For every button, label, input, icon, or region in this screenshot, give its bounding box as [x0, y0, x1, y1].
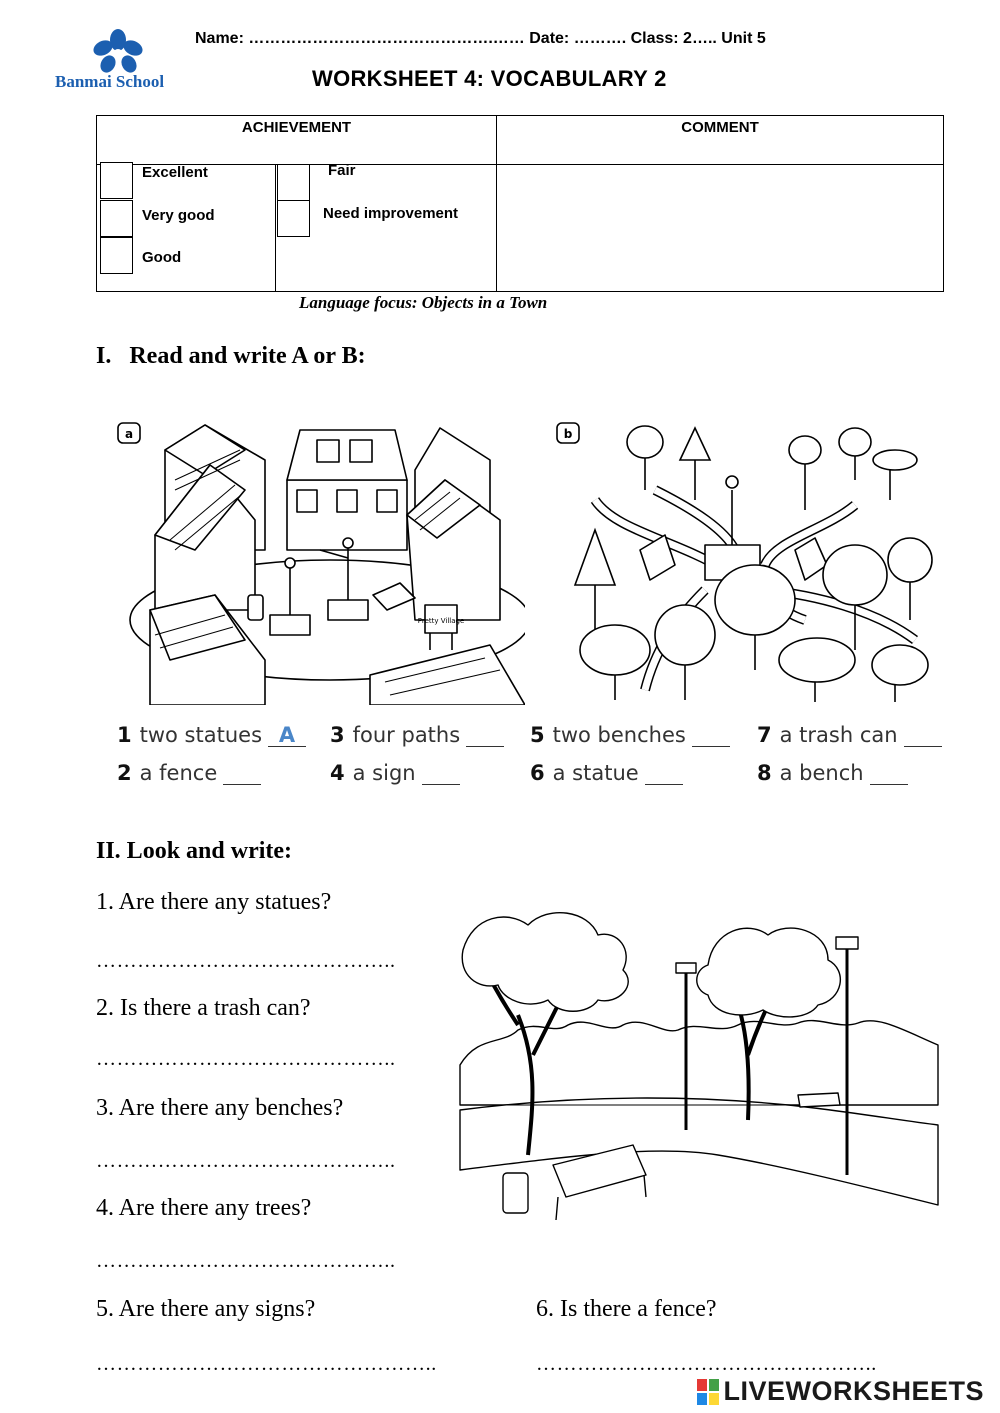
answer-line-2[interactable]: …………………………………….. [96, 1048, 396, 1070]
section-1-title: I. Read and write A or B: [96, 343, 366, 369]
list-item: 8 a bench [757, 761, 908, 785]
school-name: Banmai School [55, 72, 165, 91]
flower-logo-icon [83, 28, 153, 78]
question-5: 5. Are there any signs? [96, 1296, 316, 1322]
achievement-table [96, 115, 944, 292]
question-6: 6. Is there a fence? [536, 1296, 717, 1322]
checkbox-very-good[interactable] [100, 200, 133, 237]
level-need-improvement: Need improvement [323, 205, 459, 222]
level-fair: Fair [328, 162, 356, 179]
checkbox-good[interactable] [100, 237, 133, 274]
answer-blank[interactable] [223, 762, 261, 785]
answer-blank[interactable] [692, 724, 730, 747]
answer-blank[interactable] [645, 762, 683, 785]
liveworksheets-brand [697, 1376, 984, 1410]
answer-line-4[interactable]: …………………………………….. [96, 1250, 396, 1272]
achievement-header: ACHIEVEMENT [97, 116, 497, 165]
question-1: 1. Are there any statues? [96, 889, 332, 915]
comment-header: COMMENT [497, 116, 944, 165]
list-item: 7 a trash can [757, 723, 942, 747]
answer-blank[interactable] [466, 724, 504, 747]
answer-line-1[interactable]: …………………………………….. [96, 950, 396, 972]
section-2-title: II. Look and write: [96, 838, 293, 864]
checkbox-fair[interactable] [277, 164, 310, 201]
student-info-line: Name: ……………………………………….…… Date: ………. Class: 2….. Unit 5 [195, 30, 766, 47]
checkbox-excellent[interactable] [100, 162, 133, 199]
question-2: 2. Is there a trash can? [96, 995, 311, 1021]
list-item: 1 two statues A [117, 723, 306, 747]
brand-text: LIVEWORKSHEETS [723, 1376, 984, 1406]
live-badge-icon [697, 1379, 719, 1405]
picture-label-a: a [124, 427, 134, 441]
list-item: 6 a statue [530, 761, 683, 785]
list-item: 5 two benches [530, 723, 730, 747]
park-picture [458, 905, 940, 1245]
picture-a-town [115, 420, 525, 705]
answer-line-3[interactable]: …………………………………….. [96, 1150, 396, 1172]
answer-line-5[interactable]: ………………………………………….. [96, 1353, 437, 1375]
language-focus: Language focus: Objects in a Town [299, 293, 548, 312]
picture-b-park [555, 420, 935, 705]
list-item: 2 a fence [117, 761, 261, 785]
level-excellent: Excellent [142, 164, 208, 181]
answer-blank[interactable]: A [268, 724, 306, 747]
answer-line-6[interactable]: ………………………………………….. [536, 1353, 877, 1375]
question-4: 4. Are there any trees? [96, 1195, 312, 1221]
picture-label-b: b [563, 427, 573, 441]
answer-blank[interactable] [870, 762, 908, 785]
sign-text: Pretty Village [417, 617, 465, 625]
question-3: 3. Are there any benches? [96, 1095, 344, 1121]
school-logo [55, 28, 180, 93]
level-very-good: Very good [142, 207, 215, 224]
answer-blank[interactable] [422, 762, 460, 785]
list-item: 4 a sign [330, 761, 460, 785]
level-good: Good [142, 249, 182, 266]
answer-blank[interactable] [904, 724, 942, 747]
list-item: 3 four paths [330, 723, 504, 747]
worksheet-title: WORKSHEET 4: VOCABULARY 2 [312, 66, 667, 91]
comment-cell[interactable] [497, 165, 944, 292]
checkbox-need-improvement[interactable] [277, 200, 310, 237]
